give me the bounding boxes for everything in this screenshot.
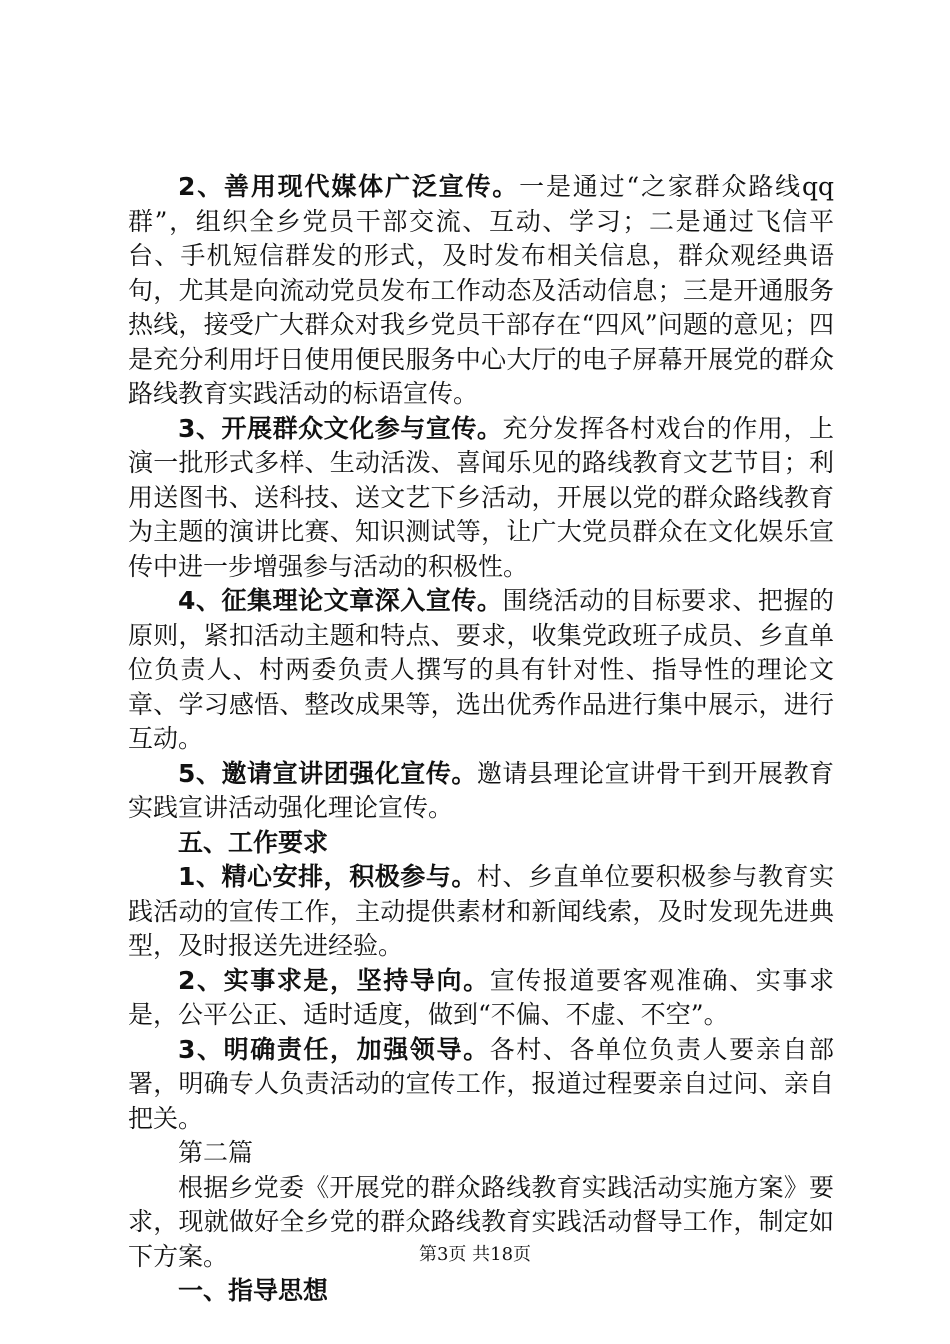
paragraph [128,1033,834,1137]
chapter-marker [128,1136,834,1171]
paragraph [128,964,834,1033]
paragraph [128,860,834,964]
paragraph-heading: 3、开展群众文化参与宣传。 [178,413,503,443]
section-heading [128,826,834,861]
chapter-marker-text: 第二篇 [178,1138,254,1167]
section-heading-text: 一、指导思想 [178,1276,329,1305]
paragraph-text: 各村、各单位负责人要亲自部署，明确专人负责活动的宣传工作，报道过程要亲自过问、亲自把关。 [128,1034,834,1133]
section-heading-text: 五、工作要求 [178,827,329,857]
paragraph [128,170,834,412]
paragraph-heading: 2、善用现代媒体广泛宣传。 [178,172,520,201]
document-body [128,170,834,1309]
paragraph [128,584,834,757]
paragraph-heading: 3、明确责任，加强领导。 [178,1034,490,1064]
section-heading [128,1274,834,1309]
paragraph-text: 邀请县理论宣讲骨干到开展教育实践宣讲活动强化理论宣传。 [128,758,834,822]
paragraph-text: 一是通过“之家群众路线qq群”，组织全乡党员干部交流、互动、学习；二是通过飞信平台、手机短信群发的形式，及时发布相关信息，群众观经典语句，尤其是向流动党员发布工作动态及活动信息；三是开通服务热线，接受广大群众对我乡党员干部存在“四风”问题的意见；四是充分利用圩日使用便民服务中心大厅的电子屏幕开展党的群众路线教育实践活动的标语宣传。 [128,172,834,408]
paragraph-text: 充分发挥各村戏台的作用，上演一批形式多样、生动活泼、喜闻乐见的路线教育文艺节目；利用送图书、送科技、送文艺下乡活动，开展以党的群众路线教育为主题的演讲比赛、知识测试等，让广大党员群众在文化娱乐宣传中进一步增强参与活动的积极性。 [128,413,834,581]
paragraph-heading: 4、征集理论文章深入宣传。 [178,586,503,615]
paragraph-text: 宣传报道要客观准确、实事求是，公平公正、适时适度，做到“不偏、不虚、不空”。 [128,965,834,1029]
paragraph-heading: 2、实事求是，坚持导向。 [178,965,490,995]
paragraph-text: 根据乡党委《开展党的群众路线教育实践活动实施方案》要求，现就做好全乡党的群众路线教育实践活动督导工作，制定如下方案。 [128,1172,834,1271]
paragraph-heading: 5、邀请宣讲团强化宣传。 [178,758,477,788]
paragraph-heading: 1、精心安排，积极参与。 [178,862,477,891]
paragraph-text: 围绕活动的目标要求、把握的原则，紧扣活动主题和特点、要求，收集党政班子成员、乡直单位负责人、村两委负责人撰写的具有针对性、指导性的理论文章、学习感悟、整改成果等，选出优秀作品进行集中展示，进行互动。 [128,586,834,753]
paragraph [128,412,834,585]
paragraph-text: 村、乡直单位要积极参与教育实践活动的宣传工作，主动提供素材和新闻线索，及时发现先进典型，及时报送先进经验。 [128,862,834,960]
paragraph [128,757,834,826]
page-footer: 第3页 共18页 [418,1244,532,1265]
